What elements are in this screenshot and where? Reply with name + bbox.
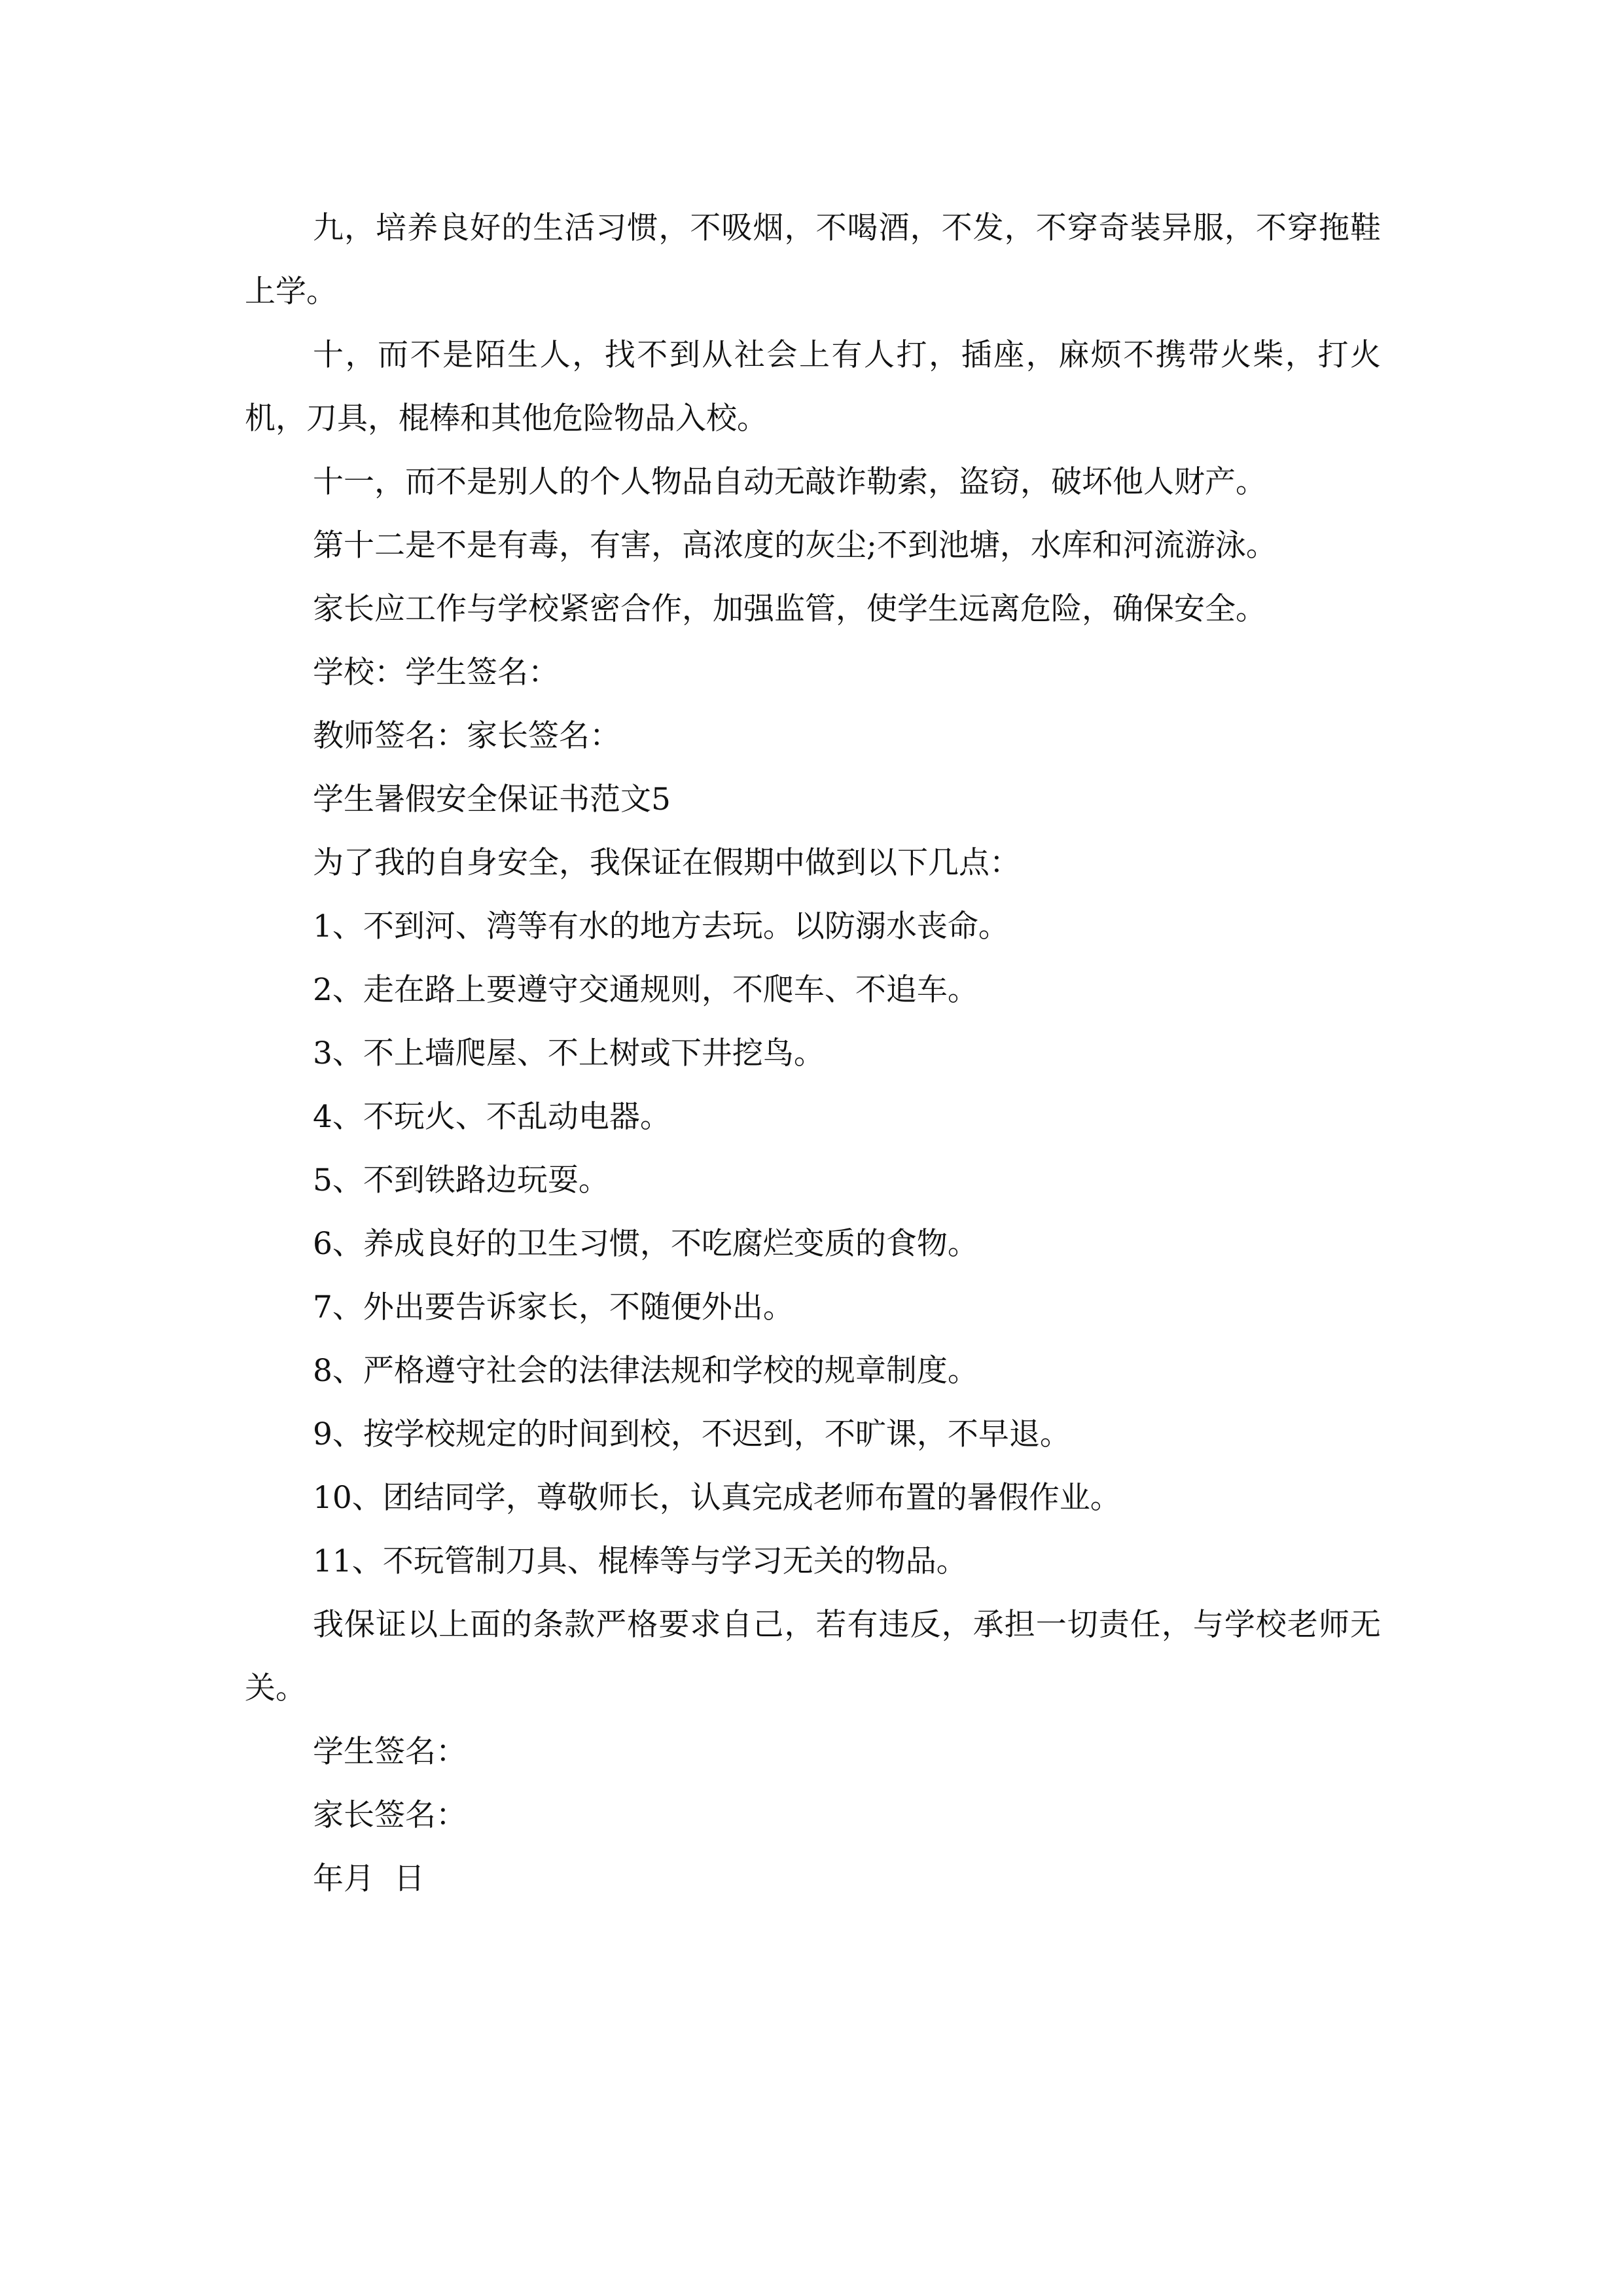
rule-item-5: 5、不到铁路边玩耍。	[313, 1162, 609, 1198]
pledge-statement: 我保证以上面的条款严格要求自己，若有违反，承担一切责任，与学校老师无关。	[245, 1607, 1381, 1706]
document-body	[245, 196, 1381, 1910]
rule-item-4: 4、不玩火、不乱动电器。	[313, 1099, 671, 1135]
paragraph-item-12: 第十二是不是有毒，有害，高浓度的灰尘;不到池塘，水库和河流游泳。	[313, 528, 1277, 564]
rule-item-3: 3、不上墙爬屋、不上树或下井挖鸟。	[313, 1035, 825, 1071]
parent-signature-line: 家长签名：	[313, 1797, 467, 1833]
rule-item-6: 6、养成良好的卫生习惯，不吃腐烂变质的食物。	[313, 1226, 978, 1262]
paragraph-parent-cooperation: 家长应工作与学校紧密合作，加强监管，使学生远离危险，确保安全。	[313, 591, 1266, 627]
rule-item-7: 7、外出要告诉家长，不随便外出。	[313, 1289, 794, 1325]
paragraph-item-9: 九，培养良好的生活习惯，不吸烟，不喝酒，不发，不穿奇装异服，不穿拖鞋上学。	[245, 210, 1381, 310]
rule-item-11: 11、不玩管制刀具、棍棒等与学习无关的物品。	[313, 1543, 967, 1579]
section-title: 学生暑假安全保证书范文5	[313, 781, 671, 817]
rule-item-8: 8、严格遵守社会的法律法规和学校的规章制度。	[313, 1353, 978, 1389]
rule-item-1: 1、不到河、湾等有水的地方去玩。以防溺水丧命。	[313, 908, 1009, 944]
date-line: 年月 日	[313, 1861, 425, 1897]
rule-item-2: 2、走在路上要遵守交通规则，不爬车、不追车。	[313, 972, 978, 1008]
paragraph-item-11: 十一，而不是别人的个人物品自动无敲诈勒索，盗窃，破坏他人财产。	[313, 464, 1266, 500]
student-signature-line: 学生签名：	[313, 1734, 467, 1770]
rule-item-9: 9、按学校规定的时间到校，不迟到，不旷课，不早退。	[313, 1416, 1071, 1452]
signature-line-teacher-parent: 教师签名：家长签名：	[313, 718, 620, 754]
rule-item-10: 10、团结同学，尊敬师长，认真完成老师布置的暑假作业。	[313, 1480, 1121, 1516]
section-intro: 为了我的自身安全，我保证在假期中做到以下几点：	[313, 845, 1020, 881]
signature-line-school-student: 学校：学生签名：	[313, 655, 559, 691]
paragraph-item-10: 十，而不是陌生人，找不到从社会上有人打，插座，麻烦不携带火柴，打火机，刀具，棍棒和其他危险物品入校。	[245, 337, 1381, 437]
